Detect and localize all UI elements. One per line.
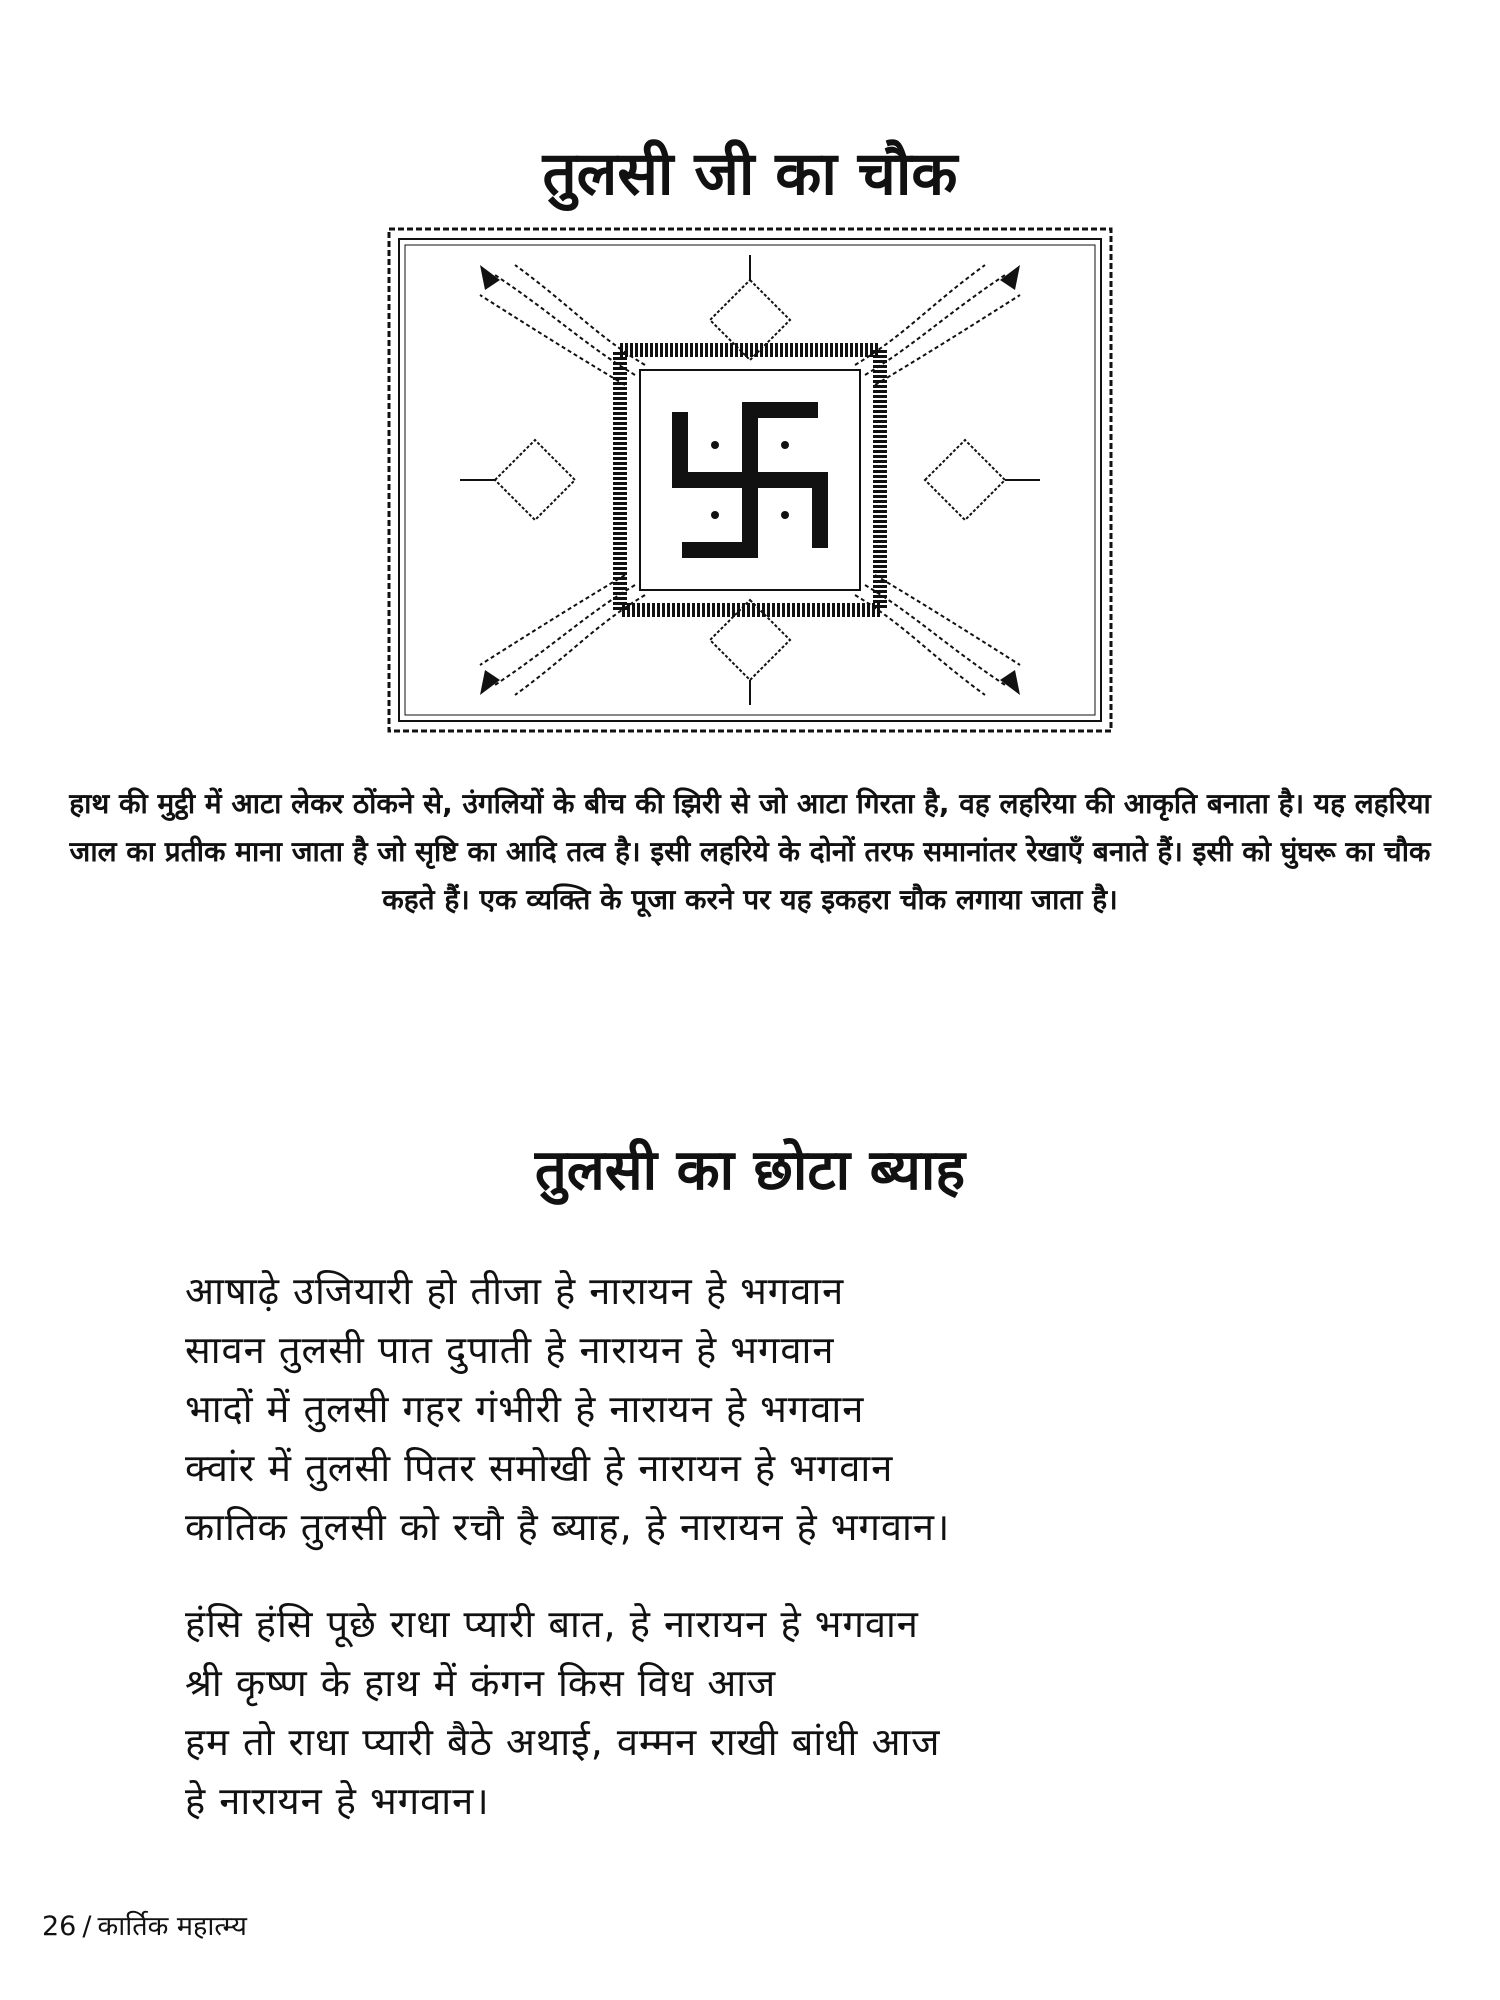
verse-line: कातिक तुलसी को रचौ है ब्याह, हे नारायन हे भगवान।: [185, 1505, 951, 1549]
section-title: तुलसी का छोटा ब्याह: [534, 1138, 966, 1203]
page-footer: [42, 1906, 247, 1943]
book-title: कार्तिक महात्म्य: [97, 1911, 247, 1942]
page-title: तुलसी जी का चौक: [542, 139, 958, 209]
page-number: 26: [42, 1911, 77, 1942]
verse-line: भादों में तुलसी गहर गंभीरी हे नारायन हे भगवान: [185, 1387, 865, 1431]
chowk-illustration: [385, 225, 1115, 735]
verse-line: हंसि हंसि पूछे राधा प्यारी बात, हे नारायन हे भगवान: [185, 1602, 919, 1646]
verse-line: हे नारायन हे भगवान।: [185, 1779, 490, 1823]
chowk-drawing: [385, 225, 1115, 735]
description-paragraph: हाथ की मुट्ठी में आटा लेकर ठोंकने से, उंगलियों के बीच की झिरी से जो आटा गिरता है, वह लहरिया की आकृति बनाता है। यह लहरिया जाल का प्रतीक माना जाता है जो सृष्टि का आदि तत्व है। इसी लहरिये के दोनों तरफ समानांतर रेखाएँ बनाते हैं। इसी को घुंघरू का चौक कहते हैं। एक व्यक्ति के पूजा करने पर यह इकहरा चौक लगाया जाता है।: [69, 787, 1431, 916]
footer-separator: /: [82, 1911, 92, 1942]
verse-line: हम तो राधा प्यारी बैठे अथाई, वम्मन राखी बांधी आज: [185, 1720, 941, 1764]
verse-line: क्वांर में तुलसी पितर समोखी हे नारायन हे भगवान: [185, 1446, 894, 1490]
verse-stanza-2: [185, 1595, 1385, 1831]
verse-line: श्री कृष्ण के हाथ में कंगन किस विध आज: [185, 1661, 777, 1705]
verse-stanza-1: [185, 1262, 1385, 1557]
verse-line: आषाढ़े उजियारी हो तीजा हे नारायन हे भगवान: [185, 1269, 845, 1313]
verse-line: सावन तुलसी पात दुपाती हे नारायन हे भगवान: [185, 1328, 835, 1372]
